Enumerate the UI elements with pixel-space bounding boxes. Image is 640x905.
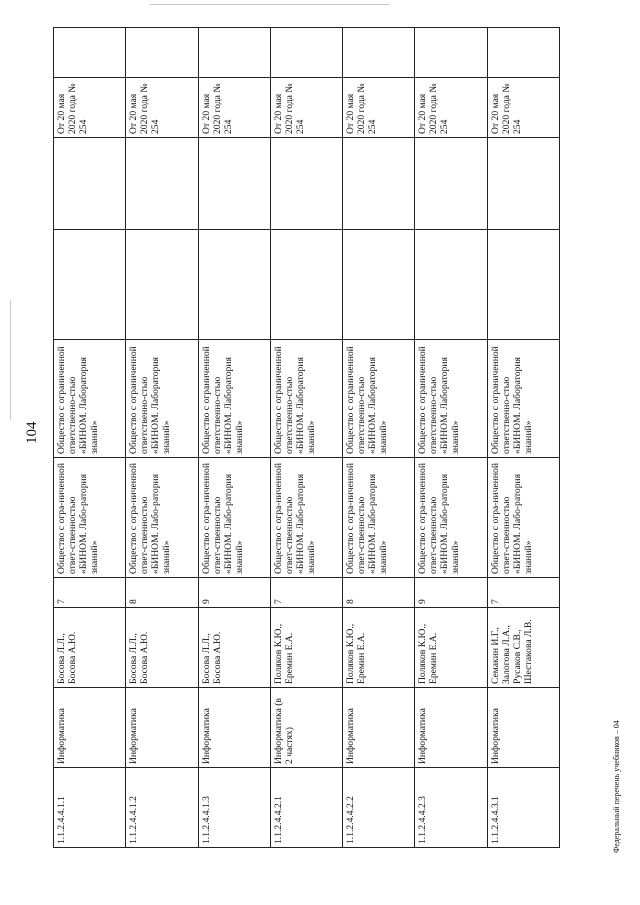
cell-empty xyxy=(343,230,415,340)
cell-subject: Информатика xyxy=(54,688,126,768)
cell-empty xyxy=(54,230,126,340)
cell-order: От 20 мая 2020 года № 254 xyxy=(487,78,559,138)
table-row xyxy=(270,28,342,848)
cell-grade: 9 xyxy=(415,578,487,608)
cell-publisher: Общество с огра-ниченной ответ-ственностью «БИНОМ. Лабо-ратория знаний» xyxy=(54,458,126,578)
cell-authors: Босова Л.Л., Босова А.Ю. xyxy=(126,608,198,688)
cell-empty xyxy=(415,230,487,340)
cell-publisher-full: Общество с ограниченной ответственно-стью «БИНОМ. Лаборатория знаний» xyxy=(343,340,415,458)
cell-subject: Информатика (в 2 частях) xyxy=(270,688,342,768)
cell-publisher-full: Общество с ограниченной ответственно-стью «БИНОМ. Лаборатория знаний» xyxy=(415,340,487,458)
cell-empty xyxy=(415,28,487,78)
cell-subject: Информатика xyxy=(126,688,198,768)
cell-order: От 20 мая 2020 года № 254 xyxy=(126,78,198,138)
cell-authors: Семакин И.Г., Залогова Л.А., Русаков С.В., Шестакова Л.В. xyxy=(487,608,559,688)
cell-empty xyxy=(343,138,415,230)
cell-publisher: Общество с огра-ниченной ответ-ственностью «БИНОМ. Лабо-ратория знаний» xyxy=(198,458,270,578)
cell-empty xyxy=(126,138,198,230)
cell-empty xyxy=(198,230,270,340)
cell-code: 1.1.2.4.4.1.1 xyxy=(54,768,126,848)
cell-empty xyxy=(126,230,198,340)
cell-order: От 20 мая 2020 года № 254 xyxy=(270,78,342,138)
cell-code: 1.1.2.4.4.2.1 xyxy=(270,768,342,848)
cell-code: 1.1.2.4.4.1.3 xyxy=(198,768,270,848)
cell-order: От 20 мая 2020 года № 254 xyxy=(415,78,487,138)
cell-grade: 8 xyxy=(126,578,198,608)
cell-grade: 7 xyxy=(54,578,126,608)
cell-publisher: Общество с огра-ниченной ответ-ственностью «БИНОМ. Лабо-ратория знаний» xyxy=(415,458,487,578)
cell-empty xyxy=(487,230,559,340)
cell-publisher: Общество с огра-ниченной ответ-ственностью «БИНОМ. Лабо-ратория знаний» xyxy=(343,458,415,578)
table-row xyxy=(415,28,487,848)
cell-empty xyxy=(487,138,559,230)
cell-subject: Информатика xyxy=(198,688,270,768)
table-row xyxy=(126,28,198,848)
cell-authors: Поляков К.Ю., Еремин Е.А. xyxy=(270,608,342,688)
table-row xyxy=(54,28,126,848)
cell-empty xyxy=(270,28,342,78)
cell-authors: Босова Л.Л., Босова А.Ю. xyxy=(54,608,126,688)
cell-code: 1.1.2.4.4.1.2 xyxy=(126,768,198,848)
cell-publisher: Общество с огра-ниченной ответ-ственностью «БИНОМ. Лабо-ратория знаний» xyxy=(126,458,198,578)
cell-empty xyxy=(198,28,270,78)
cell-order: От 20 мая 2020 года № 254 xyxy=(54,78,126,138)
cell-subject: Информатика xyxy=(343,688,415,768)
cell-grade: 9 xyxy=(198,578,270,608)
cell-authors: Босова Л.Л., Босова А.Ю. xyxy=(198,608,270,688)
cell-publisher: Общество с огра-ниченной ответ-ственностью «БИНОМ. Лабо-ратория знаний» xyxy=(270,458,342,578)
cell-subject: Информатика xyxy=(415,688,487,768)
table-row xyxy=(343,28,415,848)
cell-publisher: Общество с огра-ниченной ответ-ственностью «БИНОМ. Лабо-ратория знаний» xyxy=(487,458,559,578)
cell-grade: 7 xyxy=(487,578,559,608)
cell-grade: 8 xyxy=(343,578,415,608)
cell-grade: 7 xyxy=(270,578,342,608)
cell-empty xyxy=(270,230,342,340)
cell-empty xyxy=(126,28,198,78)
cell-empty xyxy=(54,138,126,230)
cell-code: 1.1.2.4.4.3.1 xyxy=(487,768,559,848)
cell-empty xyxy=(415,138,487,230)
cell-publisher-full: Общество с ограниченной ответственно-стью «БИНОМ. Лаборатория знаний» xyxy=(487,340,559,458)
table-row xyxy=(198,28,270,848)
cell-empty xyxy=(54,28,126,78)
cell-order: От 20 мая 2020 года № 254 xyxy=(343,78,415,138)
cell-publisher-full: Общество с ограниченной ответственно-стью «БИНОМ. Лаборатория знаний» xyxy=(270,340,342,458)
cell-empty xyxy=(198,138,270,230)
cell-code: 1.1.2.4.4.2.3 xyxy=(415,768,487,848)
scan-edge-mark-2 xyxy=(10,300,11,420)
cell-publisher-full: Общество с ограниченной ответственно-стью «БИНОМ. Лаборатория знаний» xyxy=(198,340,270,458)
footer-note: Федеральный перечень учебников – 04 xyxy=(612,720,621,853)
table-body xyxy=(54,28,560,848)
cell-authors: Поляков К.Ю., Еремин Е.А. xyxy=(343,608,415,688)
scan-edge-mark xyxy=(150,4,390,5)
table-row xyxy=(487,28,559,848)
cell-code: 1.1.2.4.4.2.2 xyxy=(343,768,415,848)
textbook-table-grid xyxy=(53,27,560,848)
cell-empty xyxy=(343,28,415,78)
cell-empty xyxy=(270,138,342,230)
cell-authors: Поляков К.Ю., Еремин Е.А. xyxy=(415,608,487,688)
textbook-table xyxy=(53,28,560,848)
cell-subject: Информатика xyxy=(487,688,559,768)
cell-order: От 20 мая 2020 года № 254 xyxy=(198,78,270,138)
cell-publisher-full: Общество с ограниченной ответственно-стью «БИНОМ. Лаборатория знаний» xyxy=(126,340,198,458)
cell-publisher-full: Общество с ограниченной ответственно-стью «БИНОМ. Лаборатория знаний» xyxy=(54,340,126,458)
page-number: 104 xyxy=(24,421,40,444)
cell-empty xyxy=(487,28,559,78)
